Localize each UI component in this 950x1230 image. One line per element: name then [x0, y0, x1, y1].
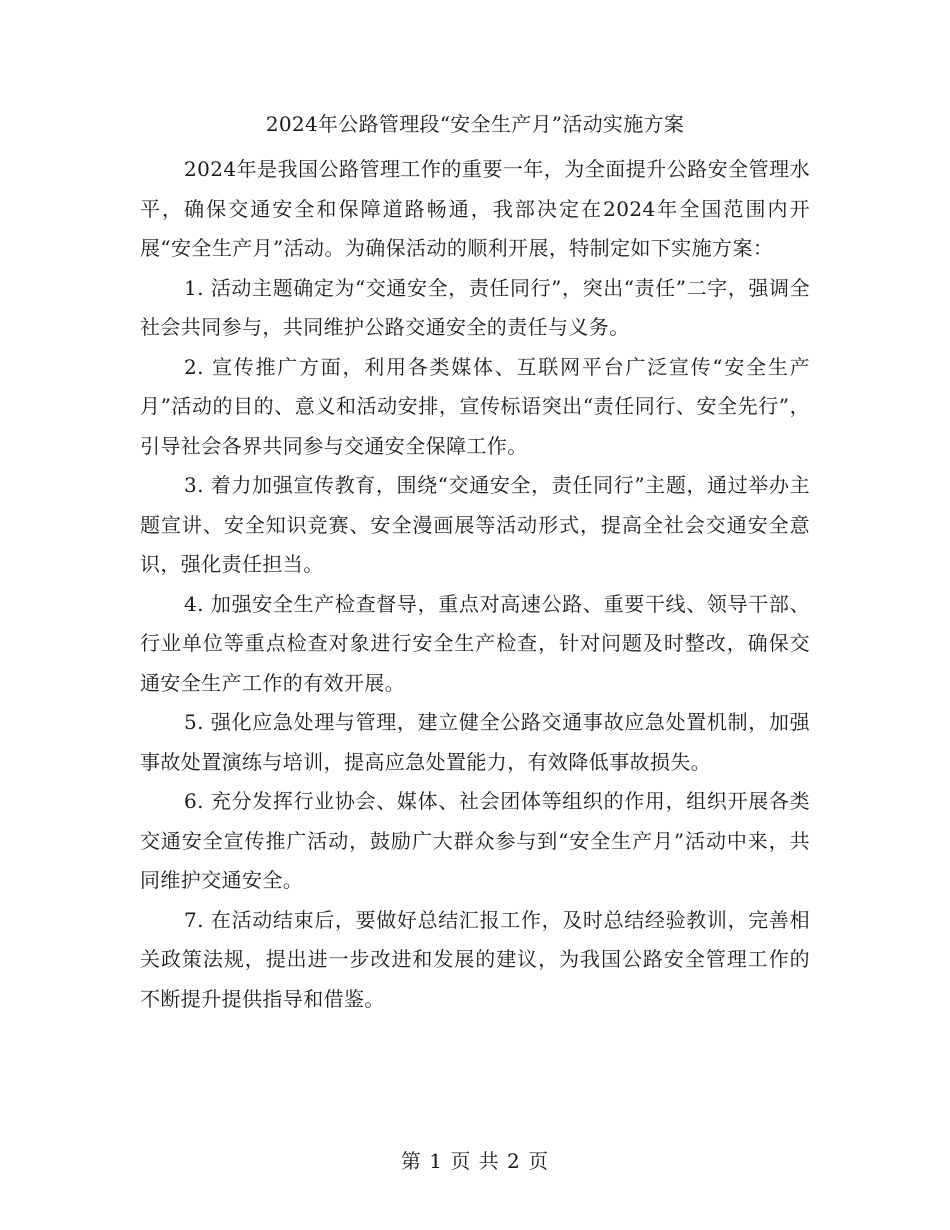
item-paragraph-5: 5. 强化应急处理与管理，建立健全公路交通事故应急处置机制，加强事故处置演练与培训，提高应急处置能力，有效降低事故损失。 — [140, 710, 810, 774]
item-paragraph-4: 4. 加强安全生产检查督导，重点对高速公路、重要干线、领导干部、行业单位等重点检查对象进行安全生产检查，针对问题及时整改，确保交通安全生产工作的有效开展。 — [140, 591, 810, 695]
document-title: 2024年公路管理段“安全生产月”活动实施方案 — [265, 112, 685, 136]
item-paragraph-1: 1. 活动主题确定为“交通安全，责任同行”，突出“责任”二字，强调全社会共同参与，共同维护公路交通安全的责任与义务。 — [140, 275, 810, 339]
page-number-footer: 第 1 页 共 2 页 — [400, 1149, 550, 1173]
document-body — [140, 150, 810, 1019]
item-paragraph-7: 7. 在活动结束后，要做好总结汇报工作，及时总结经验教训，完善相关政策法规，提出进一步改进和发展的建议，为我国公路安全管理工作的不断提升提供指导和借鉴。 — [140, 907, 810, 1011]
item-paragraph-2: 2. 宣传推广方面，利用各类媒体、互联网平台广泛宣传“安全生产月”活动的目的、意义和活动安排，宣传标语突出“责任同行、安全先行”，引导社会各界共同参与交通安全保障工作。 — [140, 354, 810, 458]
intro-paragraph: 2024年是我国公路管理工作的重要一年，为全面提升公路安全管理水平，确保交通安全和保障道路畅通，我部决定在2024年全国范围内开展“安全生产月”活动。为确保活动的顺利开展，特制定如下实施方案： — [140, 157, 810, 260]
item-paragraph-3: 3. 着力加强宣传教育，围绕“交通安全，责任同行”主题，通过举办主题宣讲、安全知识竞赛、安全漫画展等活动形式，提高全社会交通安全意识，强化责任担当。 — [140, 473, 810, 576]
item-paragraph-6: 6. 充分发挥行业协会、媒体、社会团体等组织的作用，组织开展各类交通安全宣传推广活动，鼓励广大群众参与到“安全生产月”活动中来，共同维护交通安全。 — [140, 789, 810, 892]
